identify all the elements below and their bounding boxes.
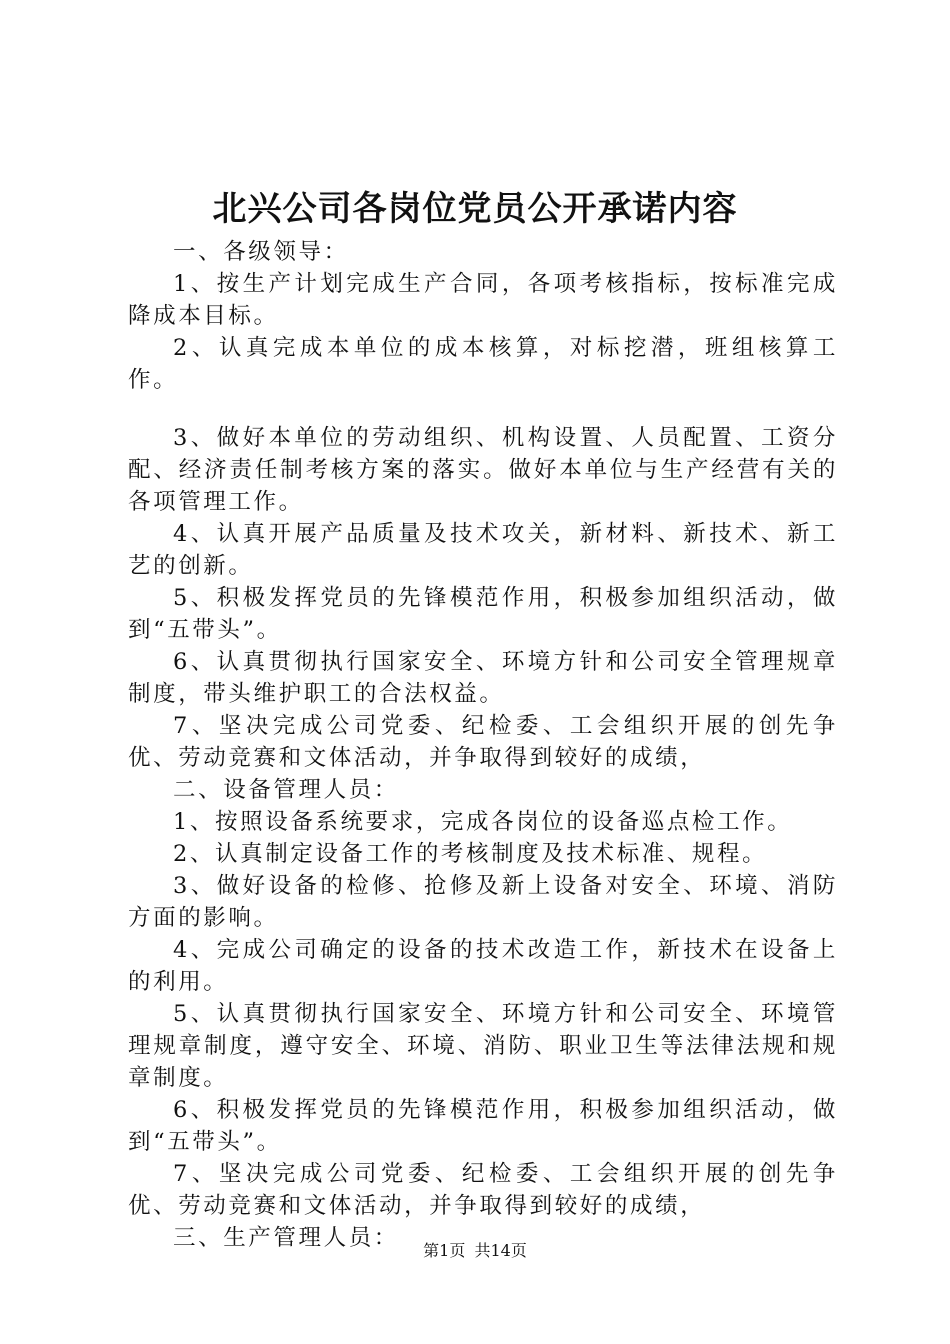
document-title: 北兴公司各岗位党员公开承诺内容 (212, 189, 738, 229)
list-item: 3、做好设备的检修、抢修及新上设备对安全、环境、消防方面的影响。 (128, 873, 838, 931)
list-item: 5、积极发挥党员的先锋模范作用，积极参加组织活动，做到“五带头”。 (128, 585, 838, 643)
document-body (128, 236, 838, 1254)
list-item: 1、按生产计划完成生产合同，各项考核指标，按标准完成降成本目标。 (128, 271, 838, 329)
list-item: 4、完成公司确定的设备的技术改造工作，新技术在设备上的利用。 (128, 937, 838, 995)
list-item: 7、坚决完成公司党委、纪检委、工会组织开展的创先争优、劳动竞赛和文体活动，并争取得到较好的成绩， (128, 713, 838, 771)
section-heading: 三、生产管理人员： (173, 1225, 399, 1251)
page-total: 共14页 (474, 1241, 527, 1260)
section-heading: 二、设备管理人员： (173, 777, 399, 803)
list-item: 2、认真完成本单位的成本核算，对标挖潜，班组核算工作。 (128, 335, 838, 393)
list-item: 1、按照设备系统要求，完成各岗位的设备巡点检工作。 (173, 809, 793, 835)
section-heading: 一、各级领导： (173, 239, 349, 265)
list-item: 2、认真制定设备工作的考核制度及技术标准、规程。 (173, 841, 768, 867)
list-item: 5、认真贯彻执行国家安全、环境方针和公司安全、环境管理规章制度，遵守安全、环境、消防、职业卫生等法律法规和规章制度。 (128, 1001, 838, 1091)
list-item: 7、坚决完成公司党委、纪检委、工会组织开展的创先争优、劳动竞赛和文体活动，并争取得到较好的成绩， (128, 1161, 838, 1219)
blank-line (128, 396, 838, 422)
list-item: 3、做好本单位的劳动组织、机构设置、人员配置、工资分配、经济责任制考核方案的落实。做好本单位与生产经营有关的各项管理工作。 (128, 425, 838, 515)
page-number: 第1页 (423, 1241, 466, 1260)
list-item: 6、认真贯彻执行国家安全、环境方针和公司安全管理规章制度，带头维护职工的合法权益。 (128, 649, 838, 707)
page-footer (0, 1240, 950, 1262)
list-item: 4、认真开展产品质量及技术攻关，新材料、新技术、新工艺的创新。 (128, 521, 838, 579)
list-item: 6、积极发挥党员的先锋模范作用，积极参加组织活动，做到“五带头”。 (128, 1097, 838, 1155)
